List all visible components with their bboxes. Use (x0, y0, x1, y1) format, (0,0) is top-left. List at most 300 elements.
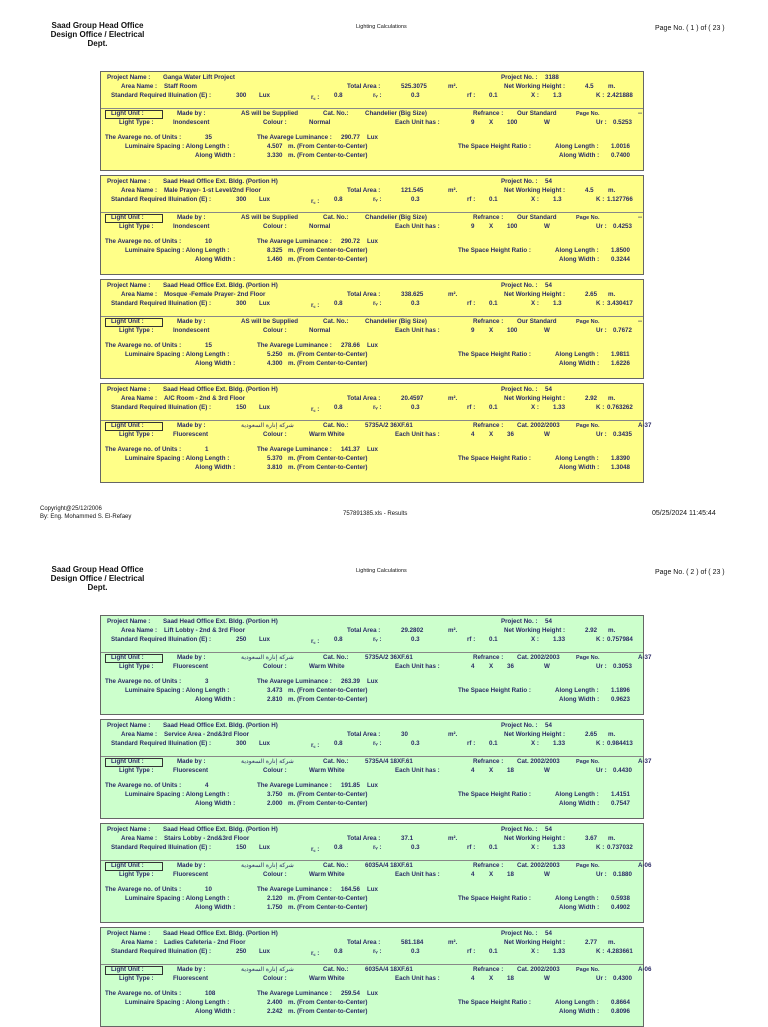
rf-label: rf : (467, 196, 476, 203)
x-value: 1.3 (553, 92, 562, 99)
lux-unit: Lux (259, 636, 271, 643)
avg-units: 35 (205, 134, 212, 141)
center-note: m. (From Center-to-Center) (288, 791, 368, 798)
area-name-label: Area Name : (121, 627, 158, 634)
light-unit-label: Light Unit : (111, 758, 144, 765)
w-unit: W (544, 431, 550, 438)
units-per: 4 (471, 871, 475, 878)
cat-no-label: Cat. No.: (323, 862, 349, 869)
calc-card-2 (100, 175, 644, 275)
each-unit-label: Each Unit has : (395, 975, 440, 982)
project-no-label: Project No. : (501, 722, 538, 729)
page-number: Page No. ( 1 ) of ( 23 ) (655, 25, 725, 32)
each-unit-label: Each Unit has : (395, 119, 440, 126)
project-name: Saad Head Office Ext. Bldg. (Portion H) (163, 178, 278, 185)
avg-units-label: The Avarege no. of Units : (105, 886, 182, 893)
area-name: Male Prayer- 1-st Level/2nd Floor (164, 187, 261, 194)
spacing-length: 5.250 (267, 351, 283, 358)
made-by-label: Made by : (177, 422, 206, 429)
refrance-label: Refrance : (473, 654, 504, 661)
shr-width: 0.7400 (611, 152, 630, 159)
spacing-width: 1.460 (267, 256, 283, 263)
net-height: 2.92 (585, 395, 598, 402)
project-no: 54 (545, 826, 552, 833)
shr-length-label: Along Length : (555, 895, 599, 902)
shr-label: The Space Height Ratio : (458, 999, 531, 1006)
m-unit: m. (608, 731, 616, 738)
avg-lum-label: The Avarege Luminance : (257, 678, 332, 685)
shr-label: The Space Height Ratio : (458, 455, 531, 462)
avg-units-label: The Avarege no. of Units : (105, 678, 182, 685)
refrance-label: Refrance : (473, 758, 504, 765)
shr-label: The Space Height Ratio : (458, 143, 531, 150)
rw-value: 0.3 (411, 196, 420, 203)
avg-lum: 141.37 (341, 446, 360, 453)
k-value: 0.737032 (607, 844, 633, 851)
units-per: 9 (471, 223, 475, 230)
total-area: 525.3075 (401, 83, 427, 90)
ur-value: 0.7672 (613, 327, 632, 334)
made-by-label: Made by : (177, 110, 206, 117)
center-note: m. (From Center-to-Center) (288, 895, 368, 902)
area-name: Staff Room (164, 83, 197, 90)
m-unit: m. (608, 83, 616, 90)
spacing-width-label: Along Width : (195, 256, 236, 263)
avg-units-label: The Avarege no. of Units : (105, 446, 182, 453)
total-area-label: Total Area : (347, 83, 381, 90)
std-illum: 250 (236, 636, 247, 643)
std-illum-label: Standard Required Illuination (E) : (111, 404, 212, 411)
rw-value: 0.3 (411, 844, 420, 851)
rw-label: rᵥ : (373, 636, 382, 643)
shr-width: 0.4902 (611, 904, 630, 911)
project-name: Ganga Water Lift Project (163, 74, 235, 81)
page-ref: -- (638, 318, 643, 325)
shr-width-label: Along Width : (559, 152, 600, 159)
std-illum-label: Standard Required Illuination (E) : (111, 948, 212, 955)
light-type-label: Light Type : (119, 663, 154, 670)
spacing-width-label: Along Width : (195, 696, 236, 703)
watts: 100 (507, 223, 518, 230)
net-height: 3.67 (585, 835, 598, 842)
spacing-width: 2.000 (267, 800, 283, 807)
light-unit-label: Light Unit : (111, 214, 144, 221)
avg-units: 4 (205, 782, 209, 789)
refrance-label: Refrance : (473, 862, 504, 869)
units-per: 4 (471, 975, 475, 982)
x-value: 1.3 (553, 196, 562, 203)
cat-no: Chandelier (Big Size) (365, 110, 427, 117)
project-name: Saad Head Office Ext. Bldg. (Portion H) (163, 722, 278, 729)
light-type: Fluorescent (173, 975, 209, 982)
x-symbol: X (489, 871, 494, 878)
w-unit: W (544, 119, 550, 126)
shr-width: 1.3048 (611, 464, 630, 471)
project-no-label: Project No. : (501, 282, 538, 289)
shr-length-label: Along Length : (555, 143, 599, 150)
project-name-label: Project Name : (107, 178, 151, 185)
project-name-label: Project Name : (107, 282, 151, 289)
k-value: 0.984413 (607, 740, 633, 747)
total-area: 338.625 (401, 291, 424, 298)
avg-lum-label: The Avarege Luminance : (257, 342, 332, 349)
shr-label: The Space Height Ratio : (458, 247, 531, 254)
spacing-length: 5.370 (267, 455, 283, 462)
k-value: 0.757984 (607, 636, 633, 643)
org-name: Saad Group Head Office (51, 565, 144, 574)
cat-no: Chandelier (Big Size) (365, 318, 427, 325)
center-title: Lighting Calculations (356, 568, 407, 574)
x-symbol: X (489, 767, 494, 774)
ur-value: 0.3053 (613, 663, 632, 670)
watts: 18 (507, 871, 514, 878)
w-unit: W (544, 871, 550, 878)
x-value: 1.33 (553, 404, 566, 411)
ur-label: Ur : (596, 871, 607, 878)
avg-lum: 290.77 (341, 134, 360, 141)
spacing-length: 3.473 (267, 687, 283, 694)
org-dept: Design Office / Electrical Dept. (50, 574, 145, 592)
lux-unit: Lux (259, 92, 271, 99)
center-note: m. (From Center-to-Center) (288, 800, 368, 807)
light-type-label: Light Type : (119, 223, 154, 230)
center-note: m. (From Center-to-Center) (288, 904, 368, 911)
spacing-width: 3.330 (267, 152, 283, 159)
net-height: 2.77 (585, 939, 598, 946)
units-per: 4 (471, 767, 475, 774)
total-area-label: Total Area : (347, 731, 381, 738)
light-unit-label: Light Unit : (111, 654, 144, 661)
x-symbol: X (489, 663, 494, 670)
project-name-label: Project Name : (107, 722, 151, 729)
rw-label: rᵥ : (373, 404, 382, 411)
divider (101, 964, 643, 965)
rw-label: rᵥ : (373, 948, 382, 955)
project-no: 54 (545, 178, 552, 185)
light-type: Fluorescent (173, 663, 209, 670)
avg-lum: 164.56 (341, 886, 360, 893)
divider (101, 652, 643, 653)
org-header-2 (40, 565, 155, 592)
made-by: شركة إنارة السعودية (241, 758, 294, 765)
colour: Normal (309, 223, 331, 230)
watts: 100 (507, 119, 518, 126)
shr-length-label: Along Length : (555, 351, 599, 358)
rc-label: r꜀ : (311, 638, 320, 645)
total-area: 121.545 (401, 187, 424, 194)
shr-width: 0.8096 (611, 1008, 630, 1015)
light-type: Inondescent (173, 223, 210, 230)
each-unit-label: Each Unit has : (395, 871, 440, 878)
watts: 100 (507, 327, 518, 334)
x-label: X : (531, 844, 539, 851)
cat-no-label: Cat. No.: (323, 966, 349, 973)
colour-label: Colour : (263, 119, 287, 126)
rw-label: rᵥ : (373, 196, 382, 203)
rf-label: rf : (467, 300, 476, 307)
net-height: 4.5 (585, 187, 594, 194)
area-name-label: Area Name : (121, 83, 158, 90)
avg-units: 10 (205, 886, 212, 893)
colour-label: Colour : (263, 431, 287, 438)
center-note: m. (From Center-to-Center) (288, 464, 368, 471)
light-type-label: Light Type : (119, 431, 154, 438)
rf-value: 0.1 (489, 740, 498, 747)
m-unit: m. (608, 835, 616, 842)
m-unit: m. (608, 395, 616, 402)
k-value: 0.763262 (607, 404, 633, 411)
center-title: Lighting Calculations (356, 24, 407, 30)
center-note: m. (From Center-to-Center) (288, 455, 368, 462)
m2-unit: m². (448, 291, 458, 298)
project-no-label: Project No. : (501, 386, 538, 393)
watts: 18 (507, 767, 514, 774)
total-area-label: Total Area : (347, 395, 381, 402)
each-unit-label: Each Unit has : (395, 431, 440, 438)
net-height-label: Net Working Height : (504, 627, 566, 634)
units-per: 9 (471, 119, 475, 126)
made-by-label: Made by : (177, 654, 206, 661)
x-value: 1.33 (553, 740, 566, 747)
project-name-label: Project Name : (107, 826, 151, 833)
spacing-length: 2.120 (267, 895, 283, 902)
std-illum-label: Standard Required Illuination (E) : (111, 300, 212, 307)
shr-length-label: Along Length : (555, 791, 599, 798)
area-name: A/C Room - 2nd & 3rd Floor (164, 395, 246, 402)
shr-label: The Space Height Ratio : (458, 351, 531, 358)
m-unit: m. (608, 187, 616, 194)
avg-units: 1 (205, 446, 209, 453)
made-by: AS will be Supplied (241, 110, 299, 117)
shr-width: 0.3244 (611, 256, 630, 263)
cat-no-label: Cat. No.: (323, 422, 349, 429)
x-value: 1.33 (553, 948, 566, 955)
spacing-length-label: Luminaire Spacing : Along Length : (125, 895, 230, 902)
ur-label: Ur : (596, 663, 607, 670)
avg-units-label: The Avarege no. of Units : (105, 782, 182, 789)
ur-label: Ur : (596, 431, 607, 438)
avg-lum-unit: Lux (367, 446, 379, 453)
avg-lum-label: The Avarege Luminance : (257, 886, 332, 893)
refrance-label: Refrance : (473, 318, 504, 325)
cat-no-label: Cat. No.: (323, 110, 349, 117)
colour: Warm White (309, 663, 345, 670)
rw-value: 0.3 (411, 948, 420, 955)
k-value: 4.283661 (607, 948, 633, 955)
spacing-width-label: Along Width : (195, 800, 236, 807)
avg-lum-unit: Lux (367, 782, 379, 789)
shr-length: 1.1896 (611, 687, 630, 694)
total-area-label: Total Area : (347, 835, 381, 842)
rw-value: 0.3 (411, 300, 420, 307)
shr-length: 0.5938 (611, 895, 630, 902)
spacing-length-label: Luminaire Spacing : Along Length : (125, 247, 230, 254)
rf-value: 0.1 (489, 92, 498, 99)
x-value: 1.33 (553, 844, 566, 851)
spacing-width: 4.300 (267, 360, 283, 367)
made-by-label: Made by : (177, 966, 206, 973)
ur-value: 0.4430 (613, 767, 632, 774)
area-name: Mosque -Female Prayer- 2nd Floor (164, 291, 266, 298)
shr-width-label: Along Width : (559, 256, 600, 263)
ur-label: Ur : (596, 223, 607, 230)
net-height: 4.5 (585, 83, 594, 90)
x-label: X : (531, 92, 539, 99)
x-value: 1.33 (553, 636, 566, 643)
rw-value: 0.3 (411, 404, 420, 411)
std-illum-label: Standard Required Illuination (E) : (111, 636, 212, 643)
k-label: K : (596, 948, 605, 955)
made-by: شركة إنارة السعودية (241, 422, 294, 429)
units-per: 4 (471, 663, 475, 670)
avg-lum: 263.39 (341, 678, 360, 685)
rc-value: 0.8 (334, 740, 343, 747)
x-symbol: X (489, 223, 494, 230)
colour: Warm White (309, 431, 345, 438)
net-height: 2.65 (585, 731, 598, 738)
x-label: X : (531, 404, 539, 411)
m2-unit: m². (448, 187, 458, 194)
shr-width: 1.6226 (611, 360, 630, 367)
x-symbol: X (489, 431, 494, 438)
refrance-label: Refrance : (473, 422, 504, 429)
x-symbol: X (489, 119, 494, 126)
refrance-label: Refrance : (473, 110, 504, 117)
made-by-label: Made by : (177, 758, 206, 765)
center-note: m. (From Center-to-Center) (288, 360, 368, 367)
cat-no-label: Cat. No.: (323, 654, 349, 661)
shr-length-label: Along Length : (555, 247, 599, 254)
lux-unit: Lux (259, 300, 271, 307)
rc-value: 0.8 (334, 92, 343, 99)
colour-label: Colour : (263, 223, 287, 230)
print-datetime: 05/25/2024 11:45:44 (652, 510, 716, 517)
org-header-1 (40, 21, 155, 48)
center-note: m. (From Center-to-Center) (288, 247, 368, 254)
page-ref: A-37 (638, 422, 652, 429)
rf-value: 0.1 (489, 636, 498, 643)
total-area: 37.1 (401, 835, 414, 842)
project-no-label: Project No. : (501, 74, 538, 81)
page-ref-label: Page No. (576, 863, 600, 869)
colour: Warm White (309, 975, 345, 982)
rc-value: 0.8 (334, 636, 343, 643)
center-note: m. (From Center-to-Center) (288, 256, 368, 263)
colour: Normal (309, 327, 331, 334)
k-label: K : (596, 404, 605, 411)
refrance: Our Standard (517, 214, 557, 221)
colour: Warm White (309, 767, 345, 774)
light-type: Fluorescent (173, 431, 209, 438)
watts: 36 (507, 431, 514, 438)
ur-value: 0.1880 (613, 871, 632, 878)
project-no-label: Project No. : (501, 826, 538, 833)
page-ref-label: Page No. (576, 215, 600, 221)
project-name: Saad Head Office Ext. Bldg. (Portion H) (163, 826, 278, 833)
area-name-label: Area Name : (121, 187, 158, 194)
std-illum: 300 (236, 92, 247, 99)
m2-unit: m². (448, 627, 458, 634)
total-area-label: Total Area : (347, 187, 381, 194)
rc-label: r꜀ : (311, 198, 320, 205)
copyright: Copyright@25/12/2006 (40, 506, 102, 512)
shr-length: 1.8500 (611, 247, 630, 254)
rc-value: 0.8 (334, 844, 343, 851)
project-no-label: Project No. : (501, 930, 538, 937)
spacing-length: 3.750 (267, 791, 283, 798)
avg-units-label: The Avarege no. of Units : (105, 134, 182, 141)
m-unit: m. (608, 291, 616, 298)
k-label: K : (596, 740, 605, 747)
cat-no: 6035A/4 18XF.61 (365, 966, 413, 973)
spacing-width: 1.750 (267, 904, 283, 911)
made-by: شركة إنارة السعودية (241, 654, 294, 661)
light-type-label: Light Type : (119, 119, 154, 126)
avg-lum: 191.85 (341, 782, 360, 789)
rc-value: 0.8 (334, 948, 343, 955)
rf-label: rf : (467, 844, 476, 851)
w-unit: W (544, 975, 550, 982)
calc-card-3 (100, 279, 644, 379)
avg-lum: 259.54 (341, 990, 360, 997)
shr-width-label: Along Width : (559, 1008, 600, 1015)
light-type: Inondescent (173, 119, 210, 126)
avg-units: 15 (205, 342, 212, 349)
page-ref-label: Page No. (576, 111, 600, 117)
light-unit-label: Light Unit : (111, 318, 144, 325)
watts: 36 (507, 663, 514, 670)
avg-lum: 290.72 (341, 238, 360, 245)
project-no: 54 (545, 618, 552, 625)
net-height: 2.92 (585, 627, 598, 634)
cat-no: 5735A/4 18XF.61 (365, 758, 413, 765)
refrance: Our Standard (517, 110, 557, 117)
shr-length: 1.0016 (611, 143, 630, 150)
spacing-length-label: Luminaire Spacing : Along Length : (125, 999, 230, 1006)
page-ref-label: Page No. (576, 967, 600, 973)
ur-value: 0.3435 (613, 431, 632, 438)
rf-label: rf : (467, 948, 476, 955)
calc-card-5 (100, 615, 652, 715)
std-illum-label: Standard Required Illuination (E) : (111, 92, 212, 99)
total-area: 30 (401, 731, 408, 738)
project-name-label: Project Name : (107, 74, 151, 81)
spacing-length-label: Luminaire Spacing : Along Length : (125, 351, 230, 358)
rw-value: 0.3 (411, 92, 420, 99)
ur-label: Ur : (596, 327, 607, 334)
area-name: Lift Lobby - 2nd & 3rd Floor (164, 627, 246, 634)
avg-lum: 278.66 (341, 342, 360, 349)
k-value: 2.421888 (607, 92, 633, 99)
rw-label: rᵥ : (373, 844, 382, 851)
net-height-label: Net Working Height : (504, 731, 566, 738)
refrance: Cat. 2002/2003 (517, 862, 560, 869)
center-note: m. (From Center-to-Center) (288, 143, 368, 150)
rf-label: rf : (467, 404, 476, 411)
rc-label: r꜀ : (311, 94, 320, 101)
center-note: m. (From Center-to-Center) (288, 999, 368, 1006)
made-by-label: Made by : (177, 862, 206, 869)
spacing-width-label: Along Width : (195, 152, 236, 159)
project-no: 3188 (545, 74, 559, 81)
shr-length-label: Along Length : (555, 455, 599, 462)
page-ref: -- (638, 110, 643, 117)
total-area: 20.4597 (401, 395, 424, 402)
avg-lum-unit: Lux (367, 886, 379, 893)
each-unit-label: Each Unit has : (395, 327, 440, 334)
each-unit-label: Each Unit has : (395, 663, 440, 670)
colour-label: Colour : (263, 871, 287, 878)
